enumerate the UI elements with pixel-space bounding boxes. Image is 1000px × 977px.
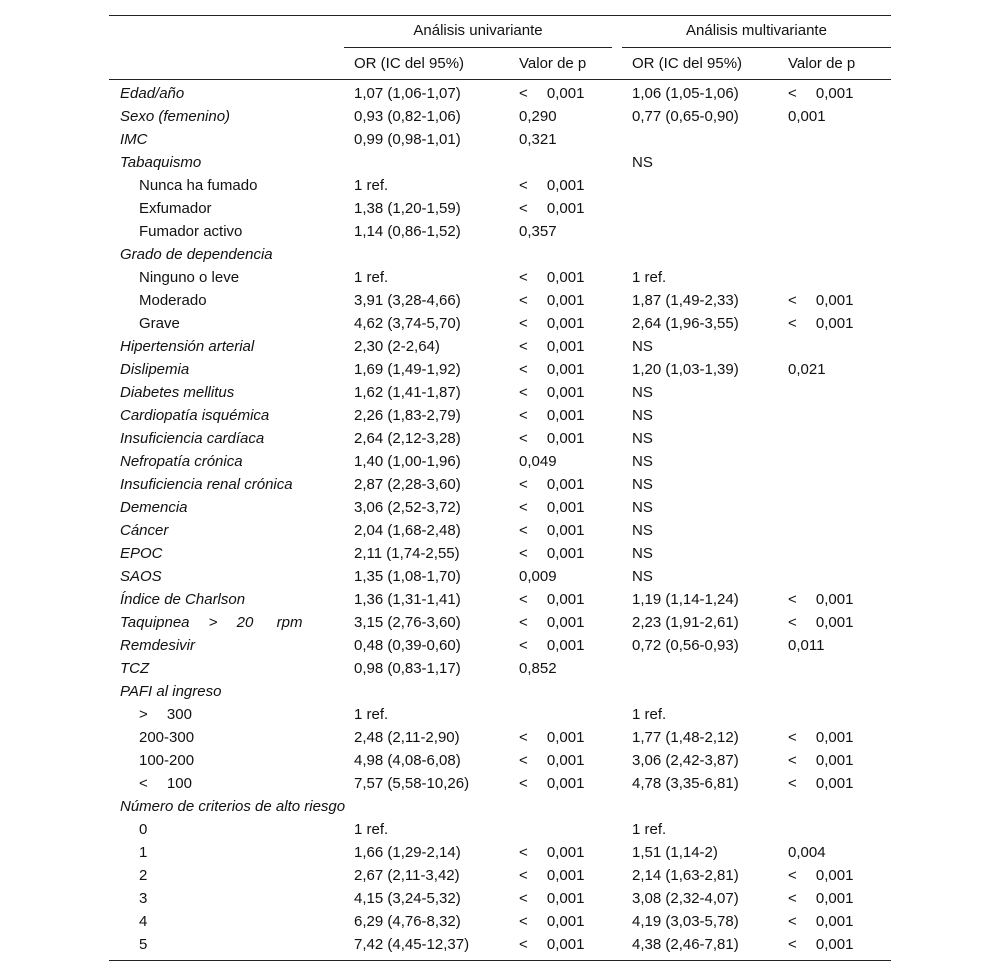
row-label: Remdesivir [120,637,196,654]
table-row [109,933,891,956]
uni-p-cell: < 0,001 [519,476,585,493]
multi-or-cell: 0,77 (0,65-0,90) [632,108,739,125]
uni-or-cell: 2,04 (1,68-2,48) [354,522,461,539]
table-row [109,703,891,726]
row-label: Sexo (femenino) [120,108,231,125]
multi-or-cell: 1 ref. [632,821,667,838]
uni-p-cell: < 0,001 [519,775,585,792]
uni-or-cell: 1 ref. [354,821,389,838]
uni-p-cell: 0,852 [519,660,557,677]
row-label: Hipertensión arterial [120,338,255,355]
uni-or-cell: 0,93 (0,82-1,06) [354,108,461,125]
row-label: Exfumador [139,200,212,217]
multi-or-cell: NS [632,338,653,355]
multi-or-cell: 1,06 (1,05-1,06) [632,85,739,102]
uni-or-cell: 1,07 (1,06-1,07) [354,85,461,102]
uni-p-cell: < 0,001 [519,85,585,102]
row-label: Nunca ha fumado [139,177,258,194]
row-label: 200-300 [139,729,195,746]
uni-or-cell: 3,91 (3,28-4,66) [354,292,461,309]
multi-p-cell: < 0,001 [788,752,854,769]
uni-or-cell: 4,62 (3,74-5,70) [354,315,461,332]
row-label: Número de criterios de alto riesgo [120,798,346,815]
row-label: 100-200 [139,752,195,769]
table-row [109,542,891,565]
row-label: Cardiopatía isquémica [120,407,270,424]
row-label: Insuficiencia cardíaca [120,430,265,447]
multi-p-cell: < 0,001 [788,913,854,930]
row-label: Nefropatía crónica [120,453,243,470]
multi-p-cell: 0,001 [788,108,826,125]
uni-or-cell: 1,35 (1,08-1,70) [354,568,461,585]
multi-p-cell: 0,011 [788,637,825,654]
uni-or-cell: 1,14 (0,86-1,52) [354,223,461,240]
row-label: TCZ [120,660,150,677]
uni-or-cell: 0,99 (0,98-1,01) [354,131,461,148]
multi-p-cell: < 0,001 [788,292,854,309]
uni-p-cell: < 0,001 [519,545,585,562]
table-row [109,404,891,427]
row-label: 0 [139,821,148,838]
table-row [109,910,891,933]
group-header-multivariate: Análisis multivariante [686,22,827,39]
row-label: 2 [139,867,148,884]
uni-or-cell: 0,98 (0,83-1,17) [354,660,461,677]
row-label: EPOC [120,545,163,562]
table-bottom-rule [109,960,891,961]
row-label: Demencia [120,499,188,516]
table-row [109,772,891,795]
row-label: Taquipnea > 20 rpm [120,614,303,631]
uni-or-cell: 2,48 (2,11-2,90) [354,729,460,746]
table-body [109,82,891,956]
table-row [109,795,891,818]
uni-p-cell: < 0,001 [519,844,585,861]
table-row [109,657,891,680]
uni-p-cell: 0,009 [519,568,557,585]
multi-or-cell: NS [632,545,653,562]
uni-or-cell: 4,15 (3,24-5,32) [354,890,461,907]
row-label: Índice de Charlson [120,591,246,608]
table-row [109,634,891,657]
row-label: Diabetes mellitus [120,384,235,401]
multi-or-cell: 4,78 (3,35-6,81) [632,775,739,792]
table-row [109,220,891,243]
table-row [109,864,891,887]
multi-or-cell: 1 ref. [632,269,667,286]
table-row [109,381,891,404]
uni-or-cell: 1,62 (1,41-1,87) [354,384,461,401]
row-label: IMC [120,131,148,148]
multi-or-cell: 1,87 (1,49-2,33) [632,292,739,309]
row-label: PAFI al ingreso [120,683,222,700]
multi-or-cell: NS [632,154,653,171]
uni-or-cell: 7,57 (5,58-10,26) [354,775,470,792]
row-label: Ninguno o leve [139,269,240,286]
row-label: Grado de dependencia [120,246,273,263]
table-row [109,588,891,611]
multi-p-cell: < 0,001 [788,936,854,953]
uni-p-cell: < 0,001 [519,936,585,953]
uni-p-cell: < 0,001 [519,430,585,447]
uni-p-cell: < 0,001 [519,407,585,424]
uni-or-cell: 1 ref. [354,269,389,286]
table-row [109,450,891,473]
multi-p-cell: 0,021 [788,361,826,378]
uni-p-cell: < 0,001 [519,292,585,309]
header-bottom-rule [109,79,891,80]
table-row [109,174,891,197]
multi-or-cell: 1,51 (1,14-2) [632,844,718,861]
row-label: Insuficiencia renal crónica [120,476,293,493]
multi-or-cell: NS [632,568,653,585]
table-row [109,266,891,289]
uni-p-cell: < 0,001 [519,361,585,378]
table-row [109,726,891,749]
multi-or-cell: NS [632,476,653,493]
row-label: 3 [139,890,148,907]
multi-p-cell: < 0,001 [788,867,854,884]
row-label: Tabaquismo [120,154,202,171]
uni-p-cell: < 0,001 [519,637,585,654]
table-row [109,128,891,151]
uni-or-cell: 7,42 (4,45-12,37) [354,936,470,953]
row-label: Grave [139,315,180,332]
multi-p-cell: < 0,001 [788,315,854,332]
uni-p-cell: < 0,001 [519,269,585,286]
uni-p-cell: < 0,001 [519,200,585,217]
uni-p-cell: < 0,001 [519,729,585,746]
table-row [109,82,891,105]
multi-p-cell: 0,004 [788,844,826,861]
uni-or-cell: 2,64 (2,12-3,28) [354,430,461,447]
uni-or-cell: 1,36 (1,31-1,41) [354,591,461,608]
uni-or-cell: 2,67 (2,11-3,42) [354,867,460,884]
row-label: Edad/año [120,85,185,102]
multi-or-cell: 2,14 (1,63-2,81) [632,867,739,884]
table-row [109,289,891,312]
uni-p-cell: < 0,001 [519,913,585,930]
row-label: Dislipemia [120,361,190,378]
table-row [109,611,891,634]
uni-or-cell: 6,29 (4,76-8,32) [354,913,461,930]
table-row [109,749,891,772]
column-header-uni-p: Valor de p [519,55,587,72]
uni-or-cell: 2,11 (1,74-2,55) [354,545,460,562]
multi-or-cell: NS [632,407,653,424]
uni-or-cell: 1,38 (1,20-1,59) [354,200,461,217]
uni-or-cell: 3,06 (2,52-3,72) [354,499,461,516]
uni-or-cell: 1,40 (1,00-1,96) [354,453,461,470]
multi-p-cell: < 0,001 [788,775,854,792]
multi-or-cell: 1 ref. [632,706,667,723]
multi-or-cell: NS [632,430,653,447]
column-header-uni-or: OR (IC del 95%) [354,55,465,72]
row-label: > 300 [139,706,192,723]
multi-p-cell: < 0,001 [788,591,854,608]
row-label: 4 [139,913,148,930]
multi-or-cell: 1,77 (1,48-2,12) [632,729,739,746]
multi-or-cell: 0,72 (0,56-0,93) [632,637,739,654]
uni-p-cell: 0,321 [519,131,557,148]
row-label: Cáncer [120,522,169,539]
table-row [109,841,891,864]
uni-p-cell: < 0,001 [519,315,585,332]
table-row [109,818,891,841]
uni-p-cell: < 0,001 [519,591,585,608]
uni-p-cell: < 0,001 [519,338,585,355]
uni-or-cell: 2,87 (2,28-3,60) [354,476,461,493]
uni-p-cell: < 0,001 [519,177,585,194]
table-row [109,473,891,496]
table-row [109,565,891,588]
table-row [109,427,891,450]
uni-p-cell: < 0,001 [519,890,585,907]
multi-or-cell: NS [632,499,653,516]
uni-p-cell: < 0,001 [519,614,585,631]
multi-or-cell: 1,19 (1,14-1,24) [632,591,739,608]
table-row [109,151,891,174]
uni-p-cell: < 0,001 [519,522,585,539]
multi-or-cell: 2,64 (1,96-3,55) [632,315,739,332]
table-row [109,887,891,910]
table-row [109,496,891,519]
table-row [109,312,891,335]
uni-or-cell: 1 ref. [354,706,389,723]
table-row [109,358,891,381]
row-label: 1 [139,844,148,861]
multi-or-cell: NS [632,522,653,539]
uni-p-cell: < 0,001 [519,752,585,769]
multi-p-cell: < 0,001 [788,729,854,746]
uni-p-cell: 0,357 [519,223,557,240]
table-row [109,243,891,266]
uni-p-cell: < 0,001 [519,499,585,516]
multi-p-cell: < 0,001 [788,890,854,907]
table-row [109,105,891,128]
group-header-univariate: Análisis univariante [413,22,543,39]
uni-or-cell: 3,15 (2,76-3,60) [354,614,461,631]
multi-or-cell: NS [632,453,653,470]
column-header-multi-or: OR (IC del 95%) [632,55,743,72]
multi-or-cell: 3,08 (2,32-4,07) [632,890,739,907]
table-row [109,197,891,220]
table-row [109,335,891,358]
multi-or-cell: 4,38 (2,46-7,81) [632,936,739,953]
multi-or-cell: 3,06 (2,42-3,87) [632,752,739,769]
row-label: SAOS [120,568,162,585]
table-row [109,519,891,542]
uni-or-cell: 2,30 (2-2,64) [354,338,440,355]
uni-p-cell: < 0,001 [519,384,585,401]
multi-or-cell: 4,19 (3,03-5,78) [632,913,739,930]
row-label: < 100 [139,775,192,792]
multi-p-cell: < 0,001 [788,85,854,102]
multi-or-cell: 1,20 (1,03-1,39) [632,361,739,378]
uni-p-cell: 0,049 [519,453,557,470]
table-row [109,680,891,703]
row-label: Moderado [139,292,207,309]
uni-or-cell: 2,26 (1,83-2,79) [354,407,461,424]
multi-or-cell: NS [632,384,653,401]
uni-p-cell: 0,290 [519,108,557,125]
uni-or-cell: 1,69 (1,49-1,92) [354,361,461,378]
multi-p-cell: < 0,001 [788,614,854,631]
column-header-multi-p: Valor de p [788,55,856,72]
row-label: Fumador activo [139,223,243,240]
uni-or-cell: 1 ref. [354,177,389,194]
uni-or-cell: 4,98 (4,08-6,08) [354,752,461,769]
uni-or-cell: 1,66 (1,29-2,14) [354,844,461,861]
row-label: 5 [139,936,148,953]
multi-or-cell: 2,23 (1,91-2,61) [632,614,739,631]
uni-or-cell: 0,48 (0,39-0,60) [354,637,461,654]
uni-p-cell: < 0,001 [519,867,585,884]
